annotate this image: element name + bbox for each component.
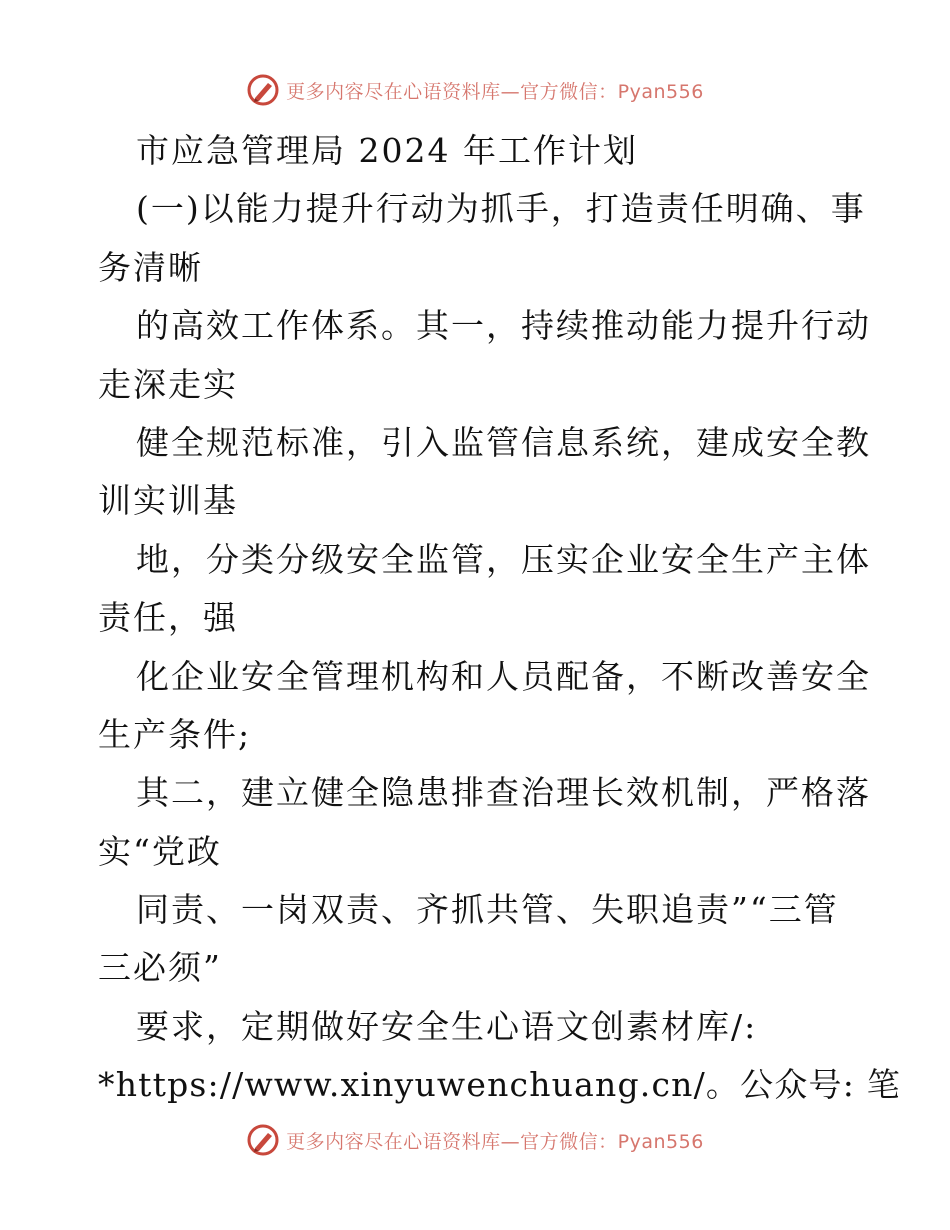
paragraph-line: 的高效工作体系。其一，持续推动能力提升行动 (136, 306, 871, 346)
paragraph-line: 务清晰 (98, 247, 203, 287)
footer-watermark-banner (0, 1120, 950, 1160)
paragraph-line: 地，分类分级安全监管，压实企业安全生产主体 (136, 539, 871, 579)
url-line: *https://www.xinyuwenchuang.cn/。公众号: 笔 (98, 1065, 901, 1105)
paragraph-line: 要求，定期做好安全生心语文创素材库/: (136, 1006, 758, 1046)
header-watermark-text: 更多内容尽在心语资料库—官方微信：Pyan556 (286, 80, 704, 103)
document-body (98, 122, 901, 1115)
paragraph-line: 健全规范标准，引入监管信息系统，建成安全教 (136, 422, 871, 462)
paragraph-line: 实“党政 (98, 831, 222, 871)
paragraph-line: (一)以能力提升行动为抓手，打造责任明确、事 (136, 189, 866, 229)
header-watermark-banner (0, 70, 950, 110)
paragraph-line: 训实训基 (98, 481, 238, 521)
paragraph-line: 化企业安全管理机构和人员配备，不断改善安全 (136, 656, 871, 696)
paragraph-line: 三必须” (98, 948, 222, 988)
paragraph-line: 同责、一岗双责、齐抓共管、失职追责”“三管 (136, 890, 839, 930)
paragraph-line: 责任，强 (98, 598, 238, 638)
document-title: 市应急管理局 2024 年工作计划 (136, 131, 638, 170)
footer-watermark-text: 更多内容尽在心语资料库—官方微信：Pyan556 (286, 1130, 704, 1153)
paragraph-line: 其二，建立健全隐患排查治理长效机制，严格落 (136, 773, 871, 813)
paragraph-line: 走深走实 (98, 364, 238, 404)
pen-logo-icon (246, 1123, 280, 1157)
pen-logo-icon (246, 73, 280, 107)
paragraph-line: 生产条件; (98, 714, 252, 754)
